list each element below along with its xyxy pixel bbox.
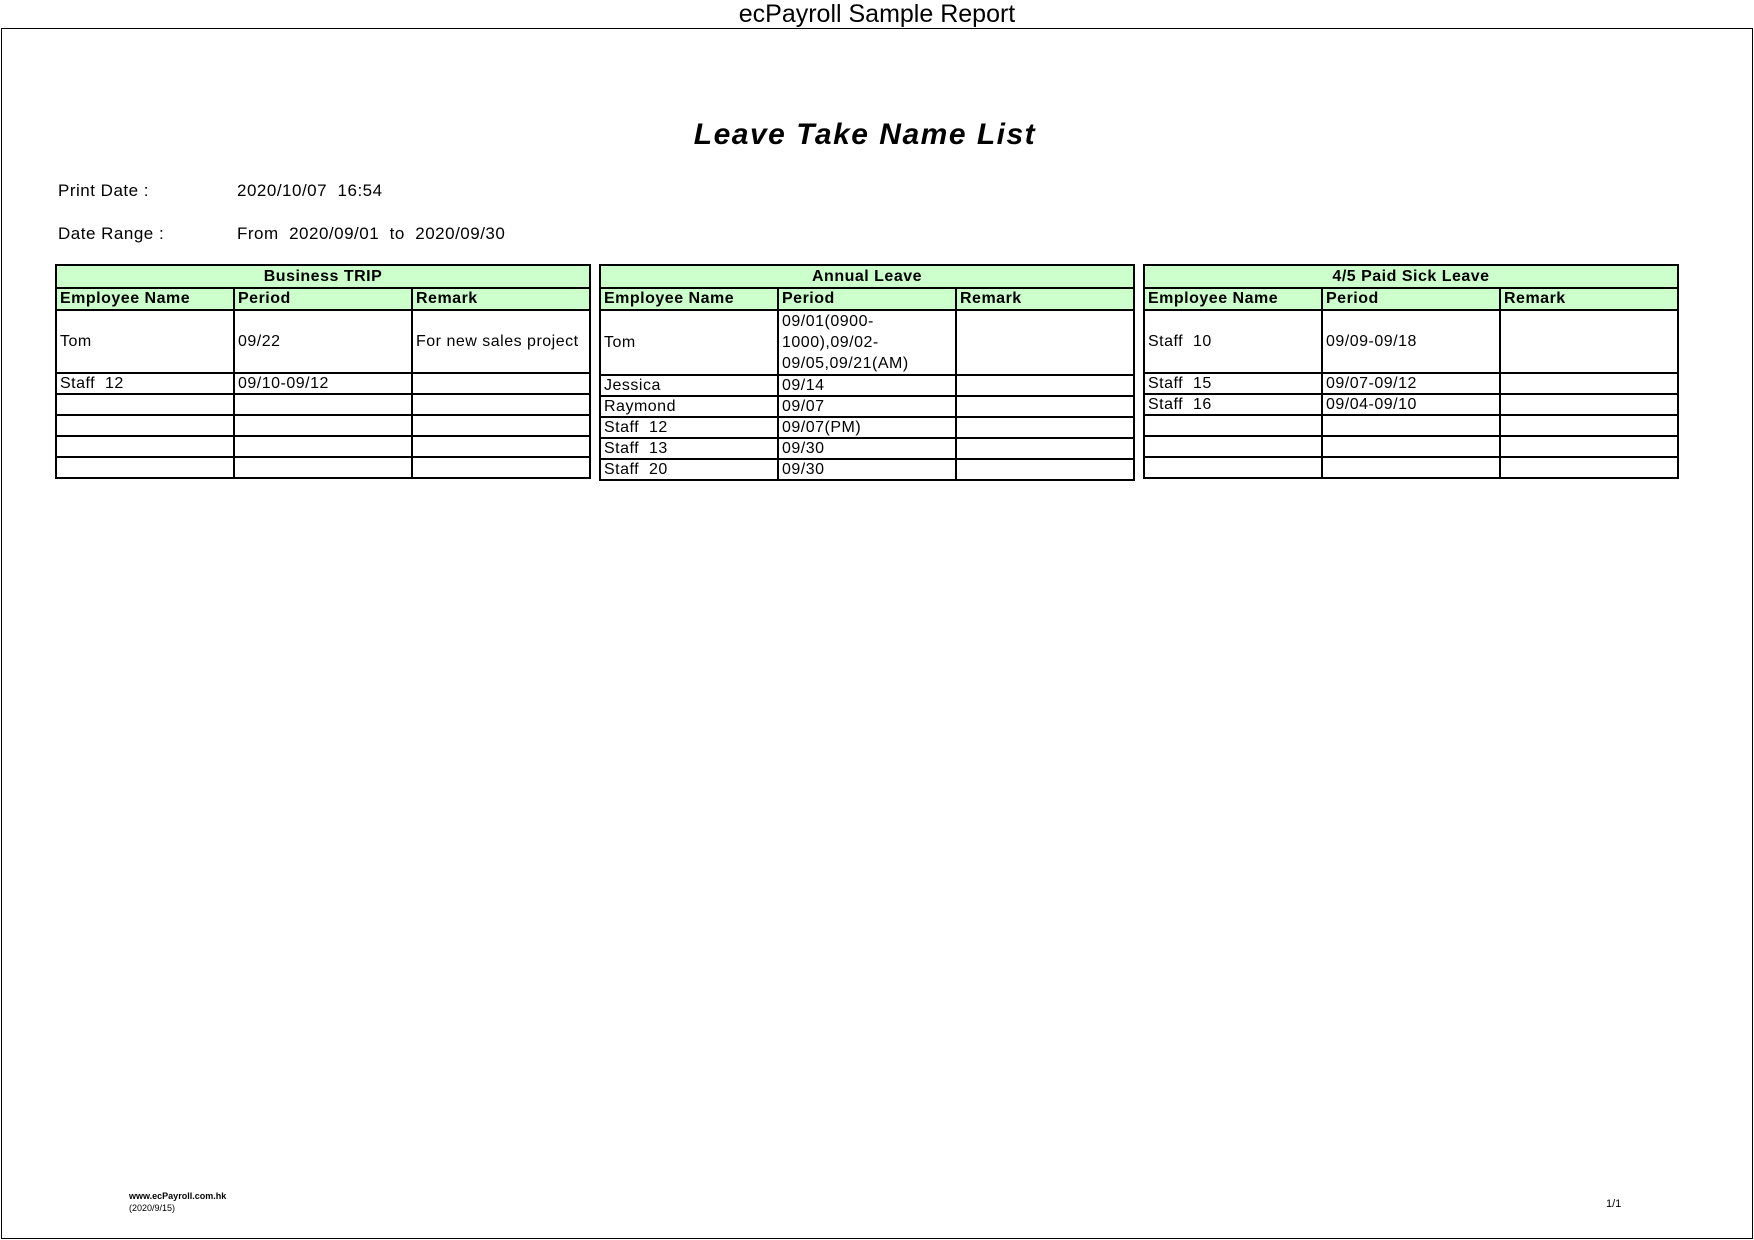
table-row — [600, 396, 1134, 417]
remark-cell: For new sales project — [412, 310, 590, 373]
table-row — [56, 415, 590, 436]
page-frame — [1, 28, 1753, 1239]
period-cell — [1322, 415, 1500, 436]
remark-cell — [956, 438, 1134, 459]
remark-cell — [1500, 415, 1678, 436]
period-cell: 09/04-09/10 — [1322, 394, 1500, 415]
employee-name-cell — [1144, 436, 1322, 457]
date-range-value: From 2020/09/01 to 2020/09/30 — [237, 224, 506, 243]
employee-name-cell — [56, 415, 234, 436]
remark-cell — [412, 436, 590, 457]
remark-cell — [412, 457, 590, 478]
table-row — [1144, 415, 1678, 436]
footer-version-date: (2020/9/15) — [129, 1203, 176, 1213]
remark-cell — [412, 373, 590, 394]
employee-name-cell: Tom — [56, 310, 234, 373]
remark-cell — [1500, 436, 1678, 457]
remark-cell — [956, 396, 1134, 417]
employee-name-cell: Tom — [600, 310, 778, 375]
column-header-employee-name: Employee Name — [600, 288, 778, 310]
employee-name-cell: Staff 12 — [56, 373, 234, 394]
remark-cell — [956, 417, 1134, 438]
employee-name-cell: Jessica — [600, 375, 778, 396]
employee-name-cell — [56, 457, 234, 478]
table-row — [56, 310, 590, 373]
table-row — [56, 436, 590, 457]
table-row — [600, 459, 1134, 480]
table-row — [1144, 457, 1678, 478]
employee-name-cell: Raymond — [600, 396, 778, 417]
table-row — [56, 457, 590, 478]
employee-name-cell: Staff 15 — [1144, 373, 1322, 394]
period-cell — [234, 415, 412, 436]
table-title: Annual Leave — [600, 265, 1134, 288]
report-header-title: ecPayroll Sample Report — [738, 0, 1016, 28]
print-date-value: 2020/10/07 16:54 — [237, 181, 383, 200]
remark-cell — [1500, 310, 1678, 373]
period-cell — [1322, 436, 1500, 457]
table-row — [1144, 373, 1678, 394]
column-header-remark: Remark — [1500, 288, 1678, 310]
date-range-label: Date Range : — [58, 224, 165, 243]
employee-name-cell — [56, 436, 234, 457]
business-trip-table — [55, 264, 591, 479]
column-header-period: Period — [234, 288, 412, 310]
table-row — [1144, 436, 1678, 457]
remark-cell — [956, 375, 1134, 396]
table-row — [56, 373, 590, 394]
table-row — [56, 394, 590, 415]
employee-name-cell: Staff 13 — [600, 438, 778, 459]
period-cell: 09/07-09/12 — [1322, 373, 1500, 394]
table-row — [1144, 394, 1678, 415]
period-cell — [1322, 457, 1500, 478]
remark-cell — [412, 394, 590, 415]
employee-name-cell — [56, 394, 234, 415]
remark-cell — [956, 459, 1134, 480]
period-cell — [234, 436, 412, 457]
employee-name-cell — [1144, 457, 1322, 478]
remark-cell — [1500, 373, 1678, 394]
employee-name-cell: Staff 16 — [1144, 394, 1322, 415]
table-row — [600, 438, 1134, 459]
period-cell — [234, 394, 412, 415]
column-header-remark: Remark — [956, 288, 1134, 310]
period-cell: 09/30 — [778, 459, 956, 480]
table-title: 4/5 Paid Sick Leave — [1144, 265, 1678, 288]
period-cell — [234, 457, 412, 478]
footer-website: www.ecPayroll.com.hk — [129, 1191, 227, 1201]
period-cell: 09/07 — [778, 396, 956, 417]
table-row — [600, 375, 1134, 396]
remark-cell — [1500, 457, 1678, 478]
report-title: Leave Take Name List — [693, 118, 1037, 151]
page-number: 1/1 — [1606, 1198, 1622, 1210]
column-header-period: Period — [778, 288, 956, 310]
paid-sick-leave-table — [1143, 264, 1679, 479]
employee-name-cell — [1144, 415, 1322, 436]
remark-cell — [1500, 394, 1678, 415]
period-cell: 09/14 — [778, 375, 956, 396]
column-header-remark: Remark — [412, 288, 590, 310]
remark-cell — [956, 310, 1134, 375]
remark-cell — [412, 415, 590, 436]
period-cell: 09/09-09/18 — [1322, 310, 1500, 373]
period-cell: 09/01(0900-1000),09/02-09/05,09/21(AM) — [778, 310, 956, 375]
table-row — [1144, 310, 1678, 373]
table-row — [600, 310, 1134, 375]
annual-leave-table — [599, 264, 1135, 481]
period-cell: 09/30 — [778, 438, 956, 459]
period-cell: 09/10-09/12 — [234, 373, 412, 394]
period-cell: 09/07(PM) — [778, 417, 956, 438]
column-header-employee-name: Employee Name — [56, 288, 234, 310]
table-title: Business TRIP — [56, 265, 590, 288]
period-cell: 09/22 — [234, 310, 412, 373]
print-date-label: Print Date : — [58, 181, 150, 200]
column-header-employee-name: Employee Name — [1144, 288, 1322, 310]
employee-name-cell: Staff 10 — [1144, 310, 1322, 373]
column-header-period: Period — [1322, 288, 1500, 310]
employee-name-cell: Staff 20 — [600, 459, 778, 480]
table-row — [600, 417, 1134, 438]
employee-name-cell: Staff 12 — [600, 417, 778, 438]
